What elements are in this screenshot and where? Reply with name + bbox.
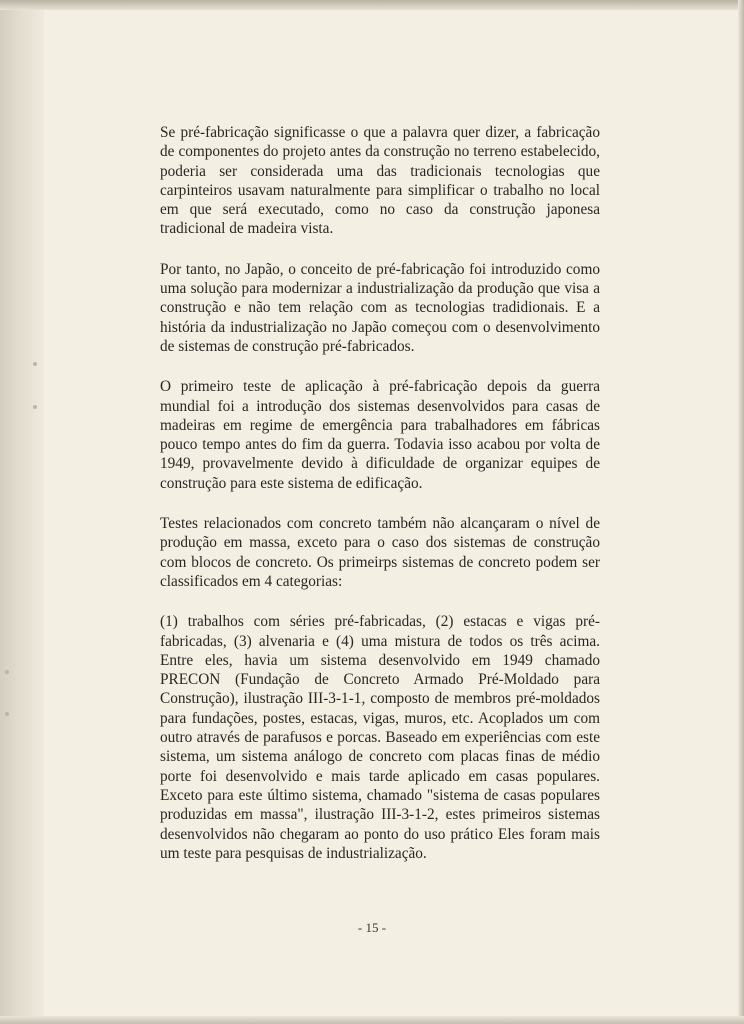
page-number: - 15 - [357, 920, 387, 935]
paragraph-categories-precon: (1) trabalhos com séries pré-fabricadas, (2) estacas e vigas pré-fabricadas, (3) alvenaria e (4) uma mistura de todos os três acima. Entre eles, havia um sistema desenvolvido em 1949 chamado PRECON (Fundação de Concreto Armado Pré-Moldado para Construção), ilustração III-3-1-1, composto de membros pré-moldados para fundações, postes, estacas, vigas, muros, etc. Acoplados um com outro através de parafusos e porcas. Baseado em experiências com este sistema, um sistema análogo de concreto com placas finas de médio porte foi desenvolvido e mais tarde aplicado em casas populares. Exceto para este último sistema, chamado "sistema de casas populares produzidas em massa", ilustração III-3-1-2, estes primeiros sistemas desenvolvidos não chegaram ao ponto do uso prático Eles foram mais um teste para pesquisas de industrialização. [160, 613, 600, 862]
punch-hole-mark [5, 670, 9, 674]
punch-hole-mark [33, 405, 37, 409]
punch-hole-mark [33, 362, 37, 366]
paragraph-japan-concept: Por tanto, no Japão, o conceito de pré-fabricação foi introduzido como uma solução para modernizar a industrialização da produção que visa a construção e não tem relação com as tecnologias tradidionais. E a história da industrialização no Japão começou com o desenvolvimento de sistemas de construção pré-fabricados. [160, 260, 600, 355]
page-body [160, 123, 600, 884]
page-bottom-edge [0, 1016, 744, 1024]
punch-hole-mark [5, 712, 9, 716]
paragraph-prefabrication-definition: Se pré-fabricação significasse o que a palavra quer dizer, a fabricação de componentes do projeto antes da construção no terreno estabelecido, poderia ser considerada uma das tradicionais tecnologias que carpinteiros usavam naturalmente para simplificar o trabalho no local em que será executado, como no caso da construção japonesa tradicional de madeira vista. [160, 124, 600, 238]
binding-shadow [0, 0, 44, 1024]
paragraph-concrete-tests: Testes relacionados com concreto também não alcançaram o nível de produção em massa, exceto para o caso dos sistemas de construção com blocos de concreto. Os primeirps sistemas de concreto podem ser classificados em 4 categorias: [160, 515, 600, 590]
page-right-edge [738, 0, 744, 1024]
page-top-edge [0, 0, 744, 10]
paragraph-first-test: O primeiro teste de aplicação à pré-fabricação depois da guerra mundial foi a introdução dos sistemas desenvolvidos para casas de madeiras em regime de emergência para trabalhadores em fábricas pouco tempo antes do fim da guerra. Todavia isso acabou por volta de 1949, provavelmente devido à dificuldade de organizar equipes de construção para este sistema de edificação. [160, 378, 600, 492]
